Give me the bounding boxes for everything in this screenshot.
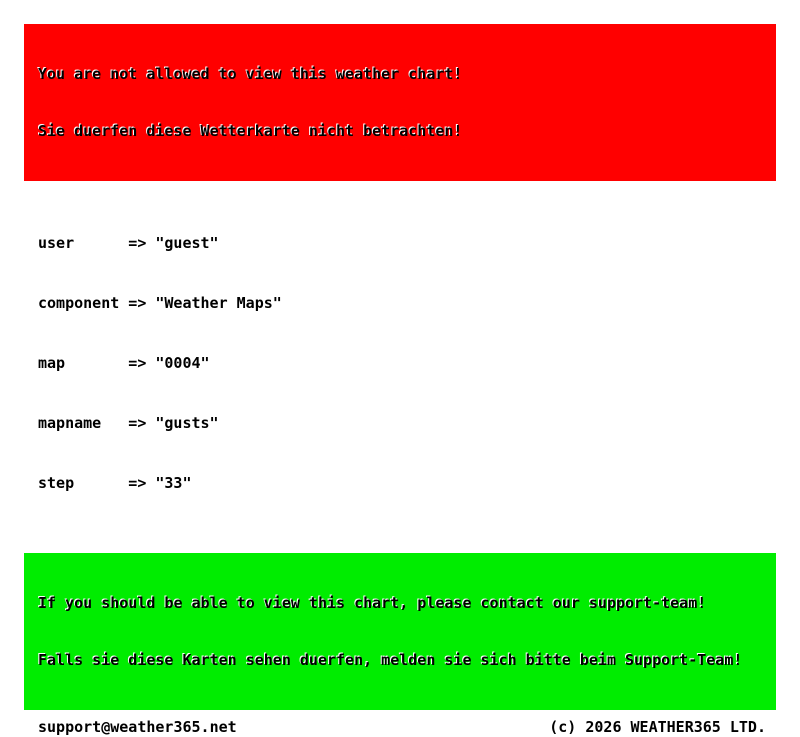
param-arrow: => <box>128 234 147 252</box>
contact-banner-line-en: If you should be able to view this chart, please contact our support-team! <box>38 594 707 612</box>
param-key: component <box>38 294 120 312</box>
contact-banner-line-de: Falls sie diese Karten sehen duerfen, melden sie sich bitte beim Support-Team! <box>38 651 743 669</box>
param-arrow: => <box>128 354 147 372</box>
param-key: user <box>38 234 75 252</box>
param-arrow: => <box>128 294 147 312</box>
request-params <box>24 193 776 533</box>
denied-banner <box>24 24 776 181</box>
copyright: (c) 2026 WEATHER365 LTD. <box>549 718 766 736</box>
param-arrow: => <box>128 414 147 432</box>
param-arrow: => <box>128 474 147 492</box>
denied-banner-line-en: You are not allowed to view this weather chart! <box>38 65 463 83</box>
param-key: step <box>38 474 75 492</box>
param-value: "0004" <box>155 354 210 372</box>
footer <box>24 717 776 737</box>
param-row-user <box>38 233 776 253</box>
support-email: support@weather365.net <box>38 718 237 736</box>
param-row-mapname <box>38 413 776 433</box>
contact-banner <box>24 553 776 710</box>
param-value: "Weather Maps" <box>155 294 282 312</box>
param-row-component <box>38 293 776 313</box>
denied-banner-line-de: Sie duerfen diese Wetterkarte nicht betrachten! <box>38 122 463 140</box>
param-row-map <box>38 353 776 373</box>
param-value: "gusts" <box>155 414 219 432</box>
param-row-step <box>38 473 776 493</box>
page-content <box>24 24 776 737</box>
param-key: map <box>38 354 66 372</box>
param-value: "guest" <box>155 234 219 252</box>
param-key: mapname <box>38 414 102 432</box>
param-value: "33" <box>155 474 192 492</box>
